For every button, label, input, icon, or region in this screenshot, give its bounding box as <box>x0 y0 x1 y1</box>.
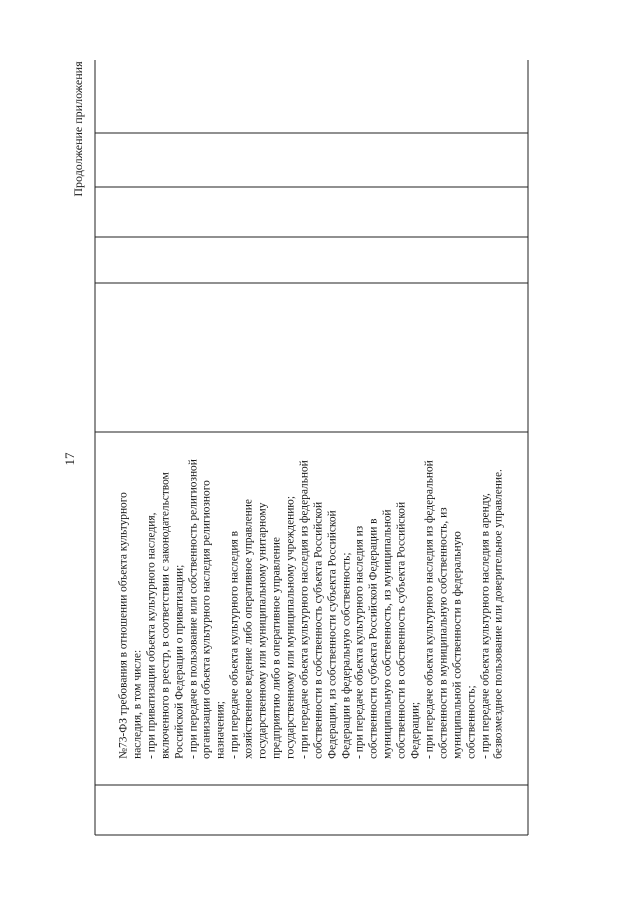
cell-text-line: наследия, в том числе: <box>130 649 143 759</box>
cell-text-line: назначения; <box>214 700 227 759</box>
cell-text-line: муниципальную собственность, из муниципальной <box>381 509 394 759</box>
cell-text-line: государственному или муниципальному унитарному <box>255 502 268 759</box>
cell-text-line: государственному или муниципальному учреждению; <box>283 495 296 759</box>
requirements-cell <box>96 433 527 784</box>
cell-text-line: - при передаче объекта культурного наследия из федеральной <box>422 459 435 759</box>
cell-text-line: предприятию либо в оперативное управление <box>269 536 282 759</box>
cell-text-line: Федерации; <box>408 701 421 759</box>
cell-text-line: хозяйственное ведение либо оперативное управление <box>241 498 254 759</box>
cell-text-line: собственность; <box>464 684 477 759</box>
cell-text-line: собственности в собственность субъекта Российской <box>311 501 324 759</box>
cell-text-line: №73-ФЗ требования в отношении объекта культурного <box>116 491 129 759</box>
cell-text-line: Федерации в федеральную собственность; <box>339 551 352 759</box>
cell-text-line: собственности субъекта Российской Федерации в <box>367 517 380 759</box>
cell-text-line: муниципальной собственности в федеральную <box>450 530 463 759</box>
cell-text-line: организации объекта культурного наследия религиозного <box>200 479 213 759</box>
cell-text-line: включенного в реестр, в соответствии с законодательством <box>158 471 171 759</box>
cell-text-line: - при передаче объекта культурного наследия из <box>353 525 366 759</box>
cell-text-line: - при передаче в пользование или собственность религиозной <box>186 458 199 759</box>
page-number: 17 <box>62 452 77 466</box>
cell-text-line: Российской Федерации о приватизации; <box>172 564 185 759</box>
cell-text-line: - при передаче объекта культурного наследия в аренду, <box>478 492 491 759</box>
requirements-text <box>117 459 506 759</box>
continuation-label: Продолжение приложения <box>71 61 85 197</box>
cell-text-line: безвозмездное пользование или доверительное управление. <box>492 468 505 759</box>
cell-text-line: - при передаче объекта культурного наследия в <box>228 530 241 759</box>
cell-text-line: - при приватизации объекта культурного наследия, <box>144 512 157 759</box>
cell-text-line: Федерации, из собственности субъекта Российской <box>325 509 338 759</box>
cell-text-line: собственности в муниципальную собственность, из <box>436 506 449 759</box>
cell-text-line: собственности в собственность субъекта Российской <box>394 501 407 759</box>
cell-text-line: - при передаче объекта культурного наследия из федеральной <box>297 459 310 759</box>
